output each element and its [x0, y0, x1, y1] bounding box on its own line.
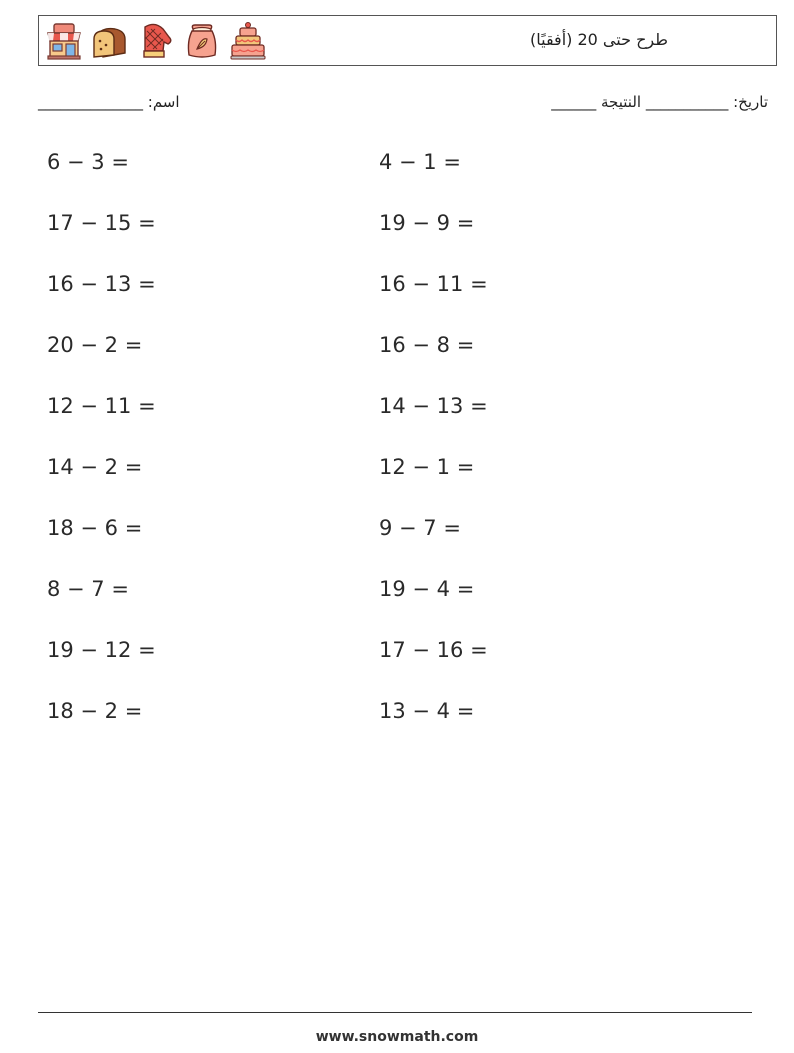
- problem-right-6: 12 − 1 =: [379, 455, 475, 479]
- cake-icon: [229, 21, 267, 61]
- store-icon: [45, 21, 83, 61]
- problem-right-3: 16 − 11 =: [379, 272, 488, 296]
- problem-left-3: 16 − 13 =: [47, 272, 156, 296]
- problem-left-10: 18 − 2 =: [47, 699, 143, 723]
- problem-right-10: 13 − 4 =: [379, 699, 475, 723]
- footer-url: www.snowmath.com: [315, 1029, 479, 1045]
- problem-left-6: 14 − 2 =: [47, 455, 143, 479]
- worksheet-header: [38, 15, 777, 66]
- problem-left-7: 18 − 6 =: [47, 516, 143, 540]
- problem-left-8: 8 − 7 =: [47, 577, 129, 601]
- problem-left-2: 17 − 15 =: [47, 211, 156, 235]
- oven-mitt-icon: [137, 21, 175, 61]
- problem-right-5: 14 − 13 =: [379, 394, 488, 418]
- problem-left-1: 6 − 3 =: [47, 150, 129, 174]
- header-icons: [45, 21, 267, 61]
- problem-right-9: 17 − 16 =: [379, 638, 488, 662]
- problem-right-7: 9 − 7 =: [379, 516, 461, 540]
- worksheet-title: طرح حتى 20 (أفقيًا): [530, 30, 668, 49]
- flour-sack-icon: [183, 21, 221, 61]
- problem-right-2: 19 − 9 =: [379, 211, 475, 235]
- problem-right-8: 19 − 4 =: [379, 577, 475, 601]
- name-field: اسم: ______________: [38, 93, 180, 111]
- problem-right-1: 4 − 1 =: [379, 150, 461, 174]
- footer-divider: [38, 1012, 752, 1013]
- problem-left-5: 12 − 11 =: [47, 394, 156, 418]
- date-score-field: تاريخ: ___________ النتيجة ______: [551, 93, 768, 111]
- problem-right-4: 16 − 8 =: [379, 333, 475, 357]
- bread-icon: [91, 21, 129, 61]
- problem-left-9: 19 − 12 =: [47, 638, 156, 662]
- problem-left-4: 20 − 2 =: [47, 333, 143, 357]
